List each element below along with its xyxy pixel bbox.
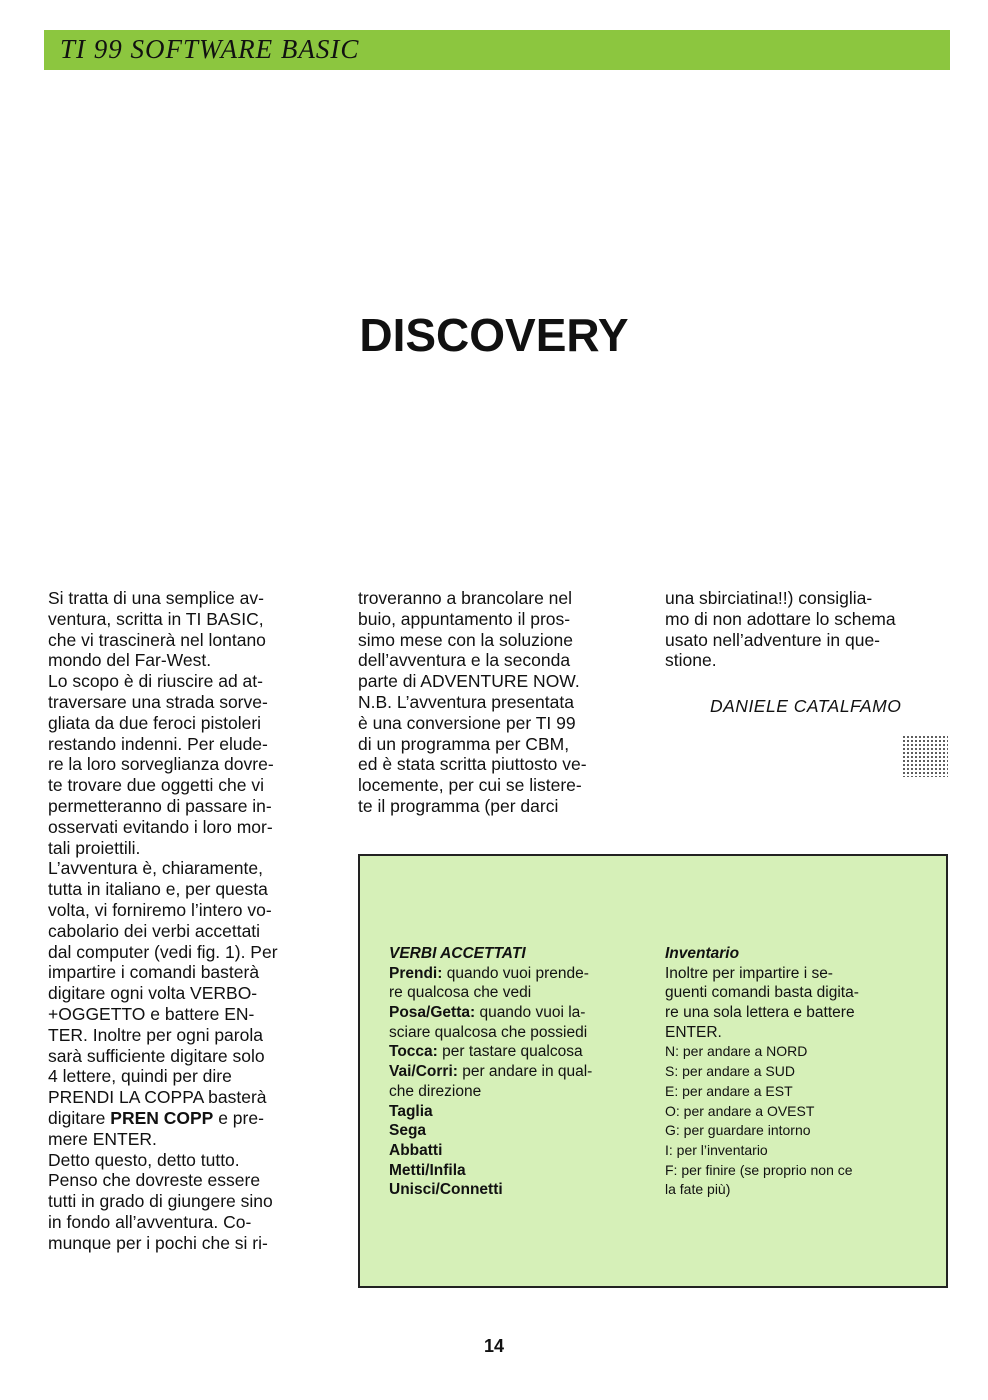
text-line: restando indenni. Per elude- (48, 733, 268, 754)
text-line: te trovare due oggetti che vi (48, 775, 264, 796)
verbs-title: VERBI ACCETTATI (389, 945, 526, 962)
text-line: L’avventura è, chiaramente, (48, 858, 263, 879)
verb-line (389, 1042, 659, 1062)
page-title: DISCOVERY (359, 309, 629, 361)
text-line: parte di ADVENTURE NOW. (358, 671, 580, 692)
page-number: 14 (483, 1336, 505, 1356)
verb-line (389, 1023, 659, 1043)
text-line: è una conversione per TI 99 (358, 712, 576, 733)
text-line: troveranno a brancolare nel (358, 588, 573, 608)
verb-name: Taglia (389, 1102, 433, 1120)
command-line: O: per andare a OVEST (665, 1102, 815, 1119)
text-line: simo mese con la soluzione (358, 629, 573, 650)
verb-line (389, 1141, 659, 1161)
verb-line (389, 1121, 659, 1141)
text-line: una sbirciatina!!) consiglia- (665, 588, 873, 608)
text-line: munque per i pochi che si ri- (48, 1232, 268, 1253)
text-line: di un programma per CBM, (358, 733, 570, 754)
text-line: PRENDI LA COPPA basterà (48, 1087, 267, 1108)
verb-line (389, 1161, 659, 1181)
command-line: F: per finire (se proprio non ce (665, 1161, 853, 1178)
text-line: osservati evitando i loro mor- (48, 816, 273, 837)
text-line: buio, appuntamento il pros- (358, 608, 571, 629)
text-segment: e pre- (213, 1107, 264, 1128)
inventory-intro-line: ENTER. (665, 1023, 722, 1041)
text-line: +OGGETTO e battere EN- (48, 1003, 255, 1024)
text-line: tutta in italiano e, per questa (48, 879, 268, 900)
text-line: in fondo all’avventura. Co- (48, 1211, 252, 1232)
text-line: tutti in grado di giungere sino (48, 1191, 273, 1212)
text-line: TER. Inoltre per ogni parola (48, 1024, 263, 1045)
verb-name: Vai/Corri: (389, 1063, 458, 1081)
verb-line (389, 964, 659, 984)
verb-name: Posa/Getta: (389, 1004, 476, 1022)
text-line: dal computer (vedi fig. 1). Per (48, 941, 278, 962)
text-line: cabolario dei verbi accettati (48, 920, 261, 941)
verb-line (389, 1102, 659, 1122)
text-line: che vi trascinerà nel lontano (48, 629, 266, 650)
text-line: te il programma (per darci (358, 795, 559, 816)
verb-line (389, 983, 659, 1003)
text-line: locemente, per cui se listere- (358, 775, 582, 796)
text-line: sarà sufficiente digitare solo (48, 1045, 265, 1066)
command-line: I: per l’inventario (665, 1141, 768, 1158)
vocabulary-box (358, 854, 948, 1288)
verb-name: Metti/Infila (389, 1161, 466, 1179)
command-line: S: per andare a SUD (665, 1063, 795, 1080)
text-line: impartire i comandi basterà (48, 962, 260, 983)
verb-description: quando vuoi prende- (442, 964, 589, 982)
verb-line (389, 1003, 659, 1023)
verb-line (389, 1180, 659, 1200)
text-line: Si tratta di una semplice av- (48, 588, 264, 608)
text-line: mondo del Far-West. (48, 650, 212, 671)
verb-description: per tastare qualcosa (437, 1043, 583, 1061)
text-segment: digitare (48, 1107, 111, 1128)
verb-name: Prendi: (389, 964, 443, 982)
text-line: permetteranno di passare in- (48, 795, 272, 816)
verb-name: Sega (389, 1122, 427, 1140)
inventory-column (665, 944, 935, 1200)
article-column-3 (665, 588, 950, 671)
text-line: tali proiettili. (48, 837, 141, 858)
inventory-intro-line: re una sola lettera e battere (665, 1004, 855, 1022)
header-title: TI 99 SOFTWARE BASIC (60, 34, 360, 64)
text-line: mo di non adottare lo schema (665, 608, 896, 629)
text-line: Penso che dovreste essere (48, 1170, 261, 1191)
text-line: stione. (665, 650, 717, 671)
example-command: PREN COPP (110, 1107, 214, 1128)
text-line: ventura, scritta in TI BASIC, (48, 608, 264, 629)
verb-description: per andare in qual- (457, 1063, 593, 1081)
command-line: E: per andare a EST (665, 1082, 793, 1099)
text-line: ed è stata scritta piuttosto ve- (358, 754, 587, 775)
text-line: gliata da due feroci pistoleri (48, 712, 262, 733)
inventory-title: Inventario (665, 945, 740, 962)
text-line: Lo scopo è di riuscire ad at- (48, 671, 263, 692)
verb-description: re qualcosa che vedi (389, 984, 532, 1002)
text-line: dell’avventura e la seconda (358, 650, 571, 671)
author-signature: DANIELE CATALFAMO (710, 696, 902, 716)
command-line: G: per guardare intorno (665, 1122, 811, 1139)
verbs-column (389, 944, 659, 1200)
verb-name: Tocca: (389, 1043, 438, 1061)
command-line: la fate più) (665, 1181, 731, 1198)
text-line: N.B. L’avventura presentata (358, 691, 574, 712)
article-column-2 (358, 588, 643, 817)
verb-line (389, 1062, 659, 1082)
article-column-1 (48, 588, 333, 1254)
verb-name: Unisci/Connetti (389, 1181, 503, 1199)
text-line-with-command (48, 1108, 333, 1129)
text-line: volta, vi forniremo l’intero vo- (48, 899, 272, 920)
text-line: digitare ogni volta VERBO- (48, 983, 258, 1004)
text-line: Detto questo, detto tutto. (48, 1149, 240, 1170)
text-line: 4 lettere, quindi per dire (48, 1066, 232, 1087)
end-mark-dot-pattern (902, 735, 948, 777)
text-line: usato nell’adventure in que- (665, 629, 881, 650)
verb-name: Abbatti (389, 1141, 443, 1159)
command-line: N: per andare a NORD (665, 1043, 808, 1060)
text-line: traversare una strada sorve- (48, 691, 268, 712)
inventory-intro-line: guenti comandi basta digita- (665, 984, 859, 1002)
inventory-intro-line: Inoltre per impartire i se- (665, 964, 833, 982)
text-line: re la loro sorveglianza dovre- (48, 754, 274, 775)
text-line: mere ENTER. (48, 1128, 157, 1149)
verb-line (389, 1082, 659, 1102)
verb-description: sciare qualcosa che possiedi (389, 1023, 588, 1041)
verb-description: che direzione (389, 1082, 482, 1100)
header-bar (44, 30, 950, 70)
verb-description: quando vuoi la- (475, 1004, 586, 1022)
